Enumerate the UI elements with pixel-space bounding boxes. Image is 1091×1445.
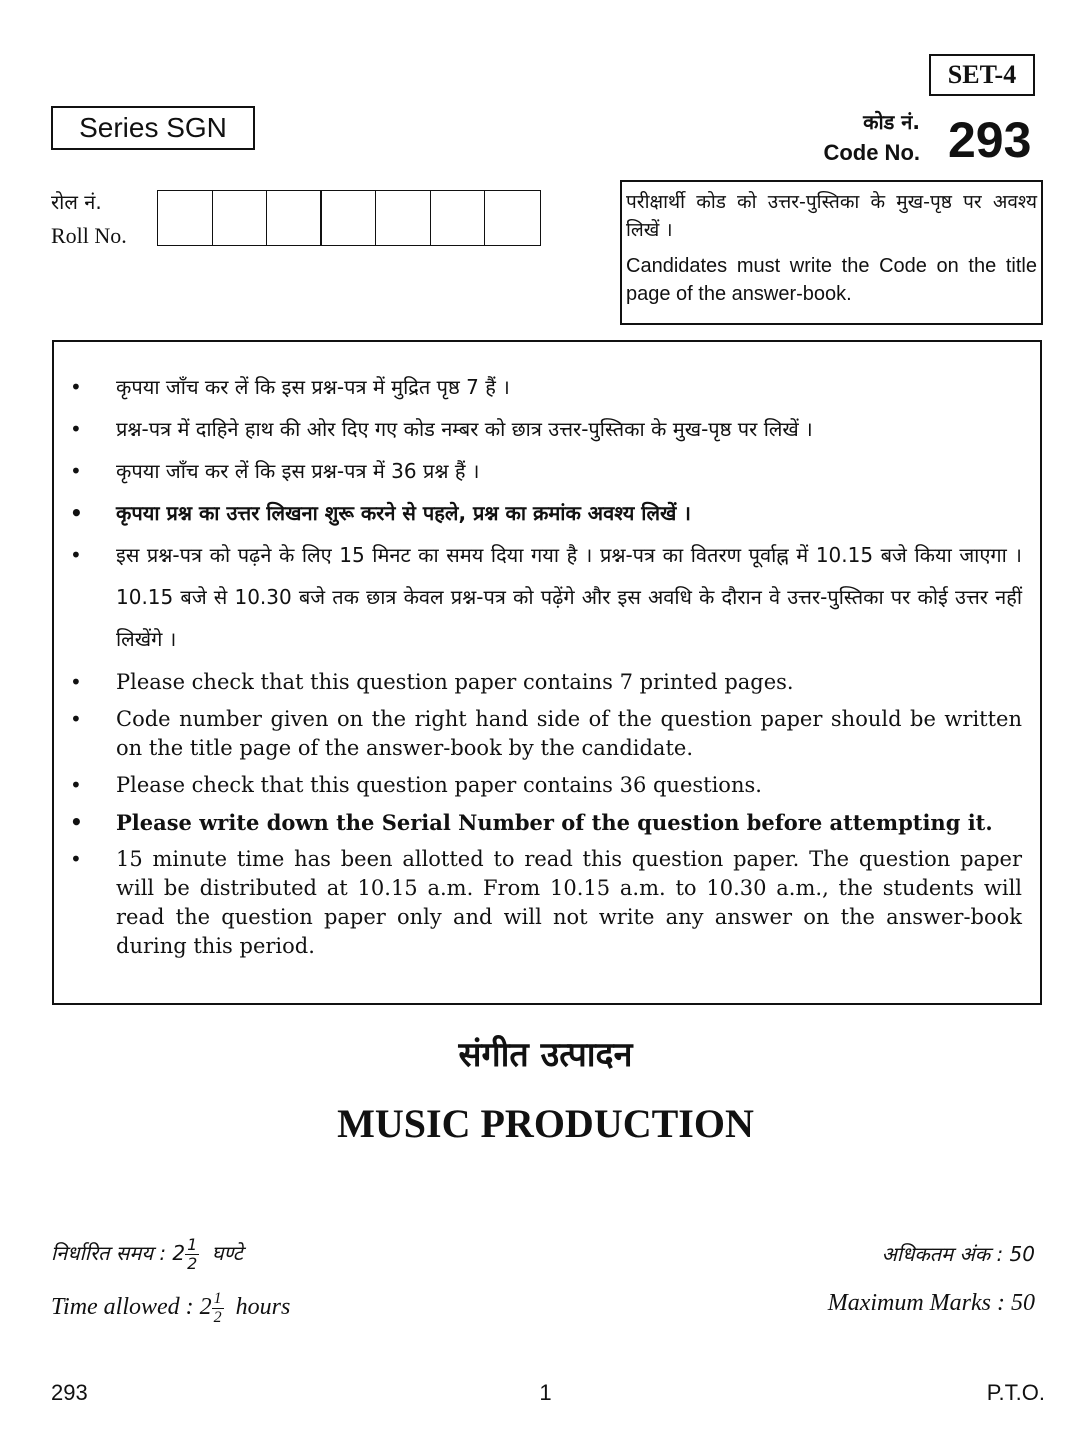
candidate-note-english: Candidates must write the Code on the title page of the answer-book.	[626, 255, 1037, 305]
time-unit-english: hours	[235, 1294, 291, 1321]
time-label-hindi: निर्धारित समय : 2	[51, 1241, 186, 1265]
fraction-half	[212, 1290, 224, 1327]
instruction-item: • Please write down the Serial Number of the question before attempting it.	[54, 808, 1022, 837]
roll-digit-box[interactable]	[322, 191, 377, 245]
time-label-english: Time allowed : 2	[51, 1294, 212, 1321]
instructions-box	[52, 340, 1042, 1005]
series-label: Series SGN	[51, 106, 255, 150]
instruction-item: • कृपया जाँच कर लें कि इस प्रश्न-पत्र में 36 प्रश्न हैं ।	[54, 450, 1022, 492]
roll-number-boxes[interactable]	[157, 190, 541, 246]
instruction-item: • कृपया जाँच कर लें कि इस प्रश्न-पत्र में मुद्रित पृष्ठ 7 हैं ।	[54, 366, 1022, 408]
footer-code: 293	[51, 1380, 88, 1405]
set-label: SET-4	[929, 54, 1035, 96]
time-unit-hindi: घण्टे	[211, 1241, 243, 1265]
time-allowed-hindi	[51, 1236, 243, 1273]
instruction-item: • इस प्रश्न-पत्र को पढ़ने के लिए 15 मिनट का समय दिया गया है । प्रश्न-पत्र का वितरण पूर्वाह्न में 10.15 बजे किया जाएगा । 10.15 बजे से 10.30 बजे तक छात्र केवल प्रश्न-पत्र को पढ़ेंगे और इस अवधि के दौरान वे उत्तर-पुस्तिका पर कोई उत्तर नहीं लिखेंगे ।	[54, 534, 1022, 660]
footer-pto: P.T.O.	[986, 1380, 1045, 1405]
max-marks-hindi: अधिकतम अंक : 50	[881, 1242, 1035, 1266]
instruction-item: • 15 minute time has been allotted to read this question paper. The question paper will be distributed at 10.15 a.m. From 10.15 a.m. to 10.30 a.m., the students will read the question paper only and will not write any answer on the answer-book during this period.	[54, 845, 1022, 961]
fraction-numerator: 1	[213, 1290, 222, 1307]
candidate-note-hindi: परीक्षार्थी कोड को उत्तर-पुस्तिका के मुख-पृष्ठ पर अवश्य लिखें ।	[626, 191, 1037, 241]
subject-title-english: MUSIC PRODUCTION	[337, 1101, 754, 1146]
time-allowed-english	[51, 1290, 290, 1327]
max-marks-english: Maximum Marks : 50	[827, 1290, 1035, 1316]
fraction-numerator: 1	[187, 1235, 198, 1254]
instruction-item: • Please check that this question paper contains 36 questions.	[54, 771, 1022, 800]
subject-title-hindi: संगीत उत्पादन	[458, 1035, 633, 1075]
instruction-item: • प्रश्न-पत्र में दाहिने हाथ की ओर दिए गए कोड नम्बर को छात्र उत्तर-पुस्तिका के मुख-पृष्ठ पर लिखें ।	[54, 408, 1022, 450]
roll-label-hindi: रोल नं.	[51, 190, 102, 214]
fraction-denominator: 2	[213, 1309, 222, 1326]
instruction-item: • Please check that this question paper contains 7 printed pages.	[54, 668, 1022, 697]
roll-digit-box[interactable]	[267, 191, 322, 245]
fraction-denominator: 2	[187, 1254, 198, 1273]
instructions-list	[54, 342, 1040, 961]
roll-digit-box[interactable]	[158, 191, 213, 245]
page-number: 1	[539, 1380, 552, 1405]
code-label-english: Code No.	[823, 140, 920, 165]
code-label-hindi: कोड नं.	[863, 110, 920, 134]
instruction-item: • कृपया प्रश्न का उत्तर लिखना शुरू करने से पहले, प्रश्न का क्रमांक अवश्य लिखें ।	[54, 492, 1022, 534]
fraction-half	[185, 1236, 199, 1273]
roll-digit-box[interactable]	[431, 191, 486, 245]
code-number: 293	[948, 112, 1032, 168]
roll-digit-box[interactable]	[213, 191, 268, 245]
roll-digit-box[interactable]	[485, 191, 540, 245]
candidate-note-box	[620, 180, 1043, 325]
roll-digit-box[interactable]	[376, 191, 431, 245]
instruction-item: • Code number given on the right hand side of the question paper should be written on the title page of the answer-book by the candidate.	[54, 705, 1022, 763]
roll-label-english: Roll No.	[51, 223, 127, 248]
